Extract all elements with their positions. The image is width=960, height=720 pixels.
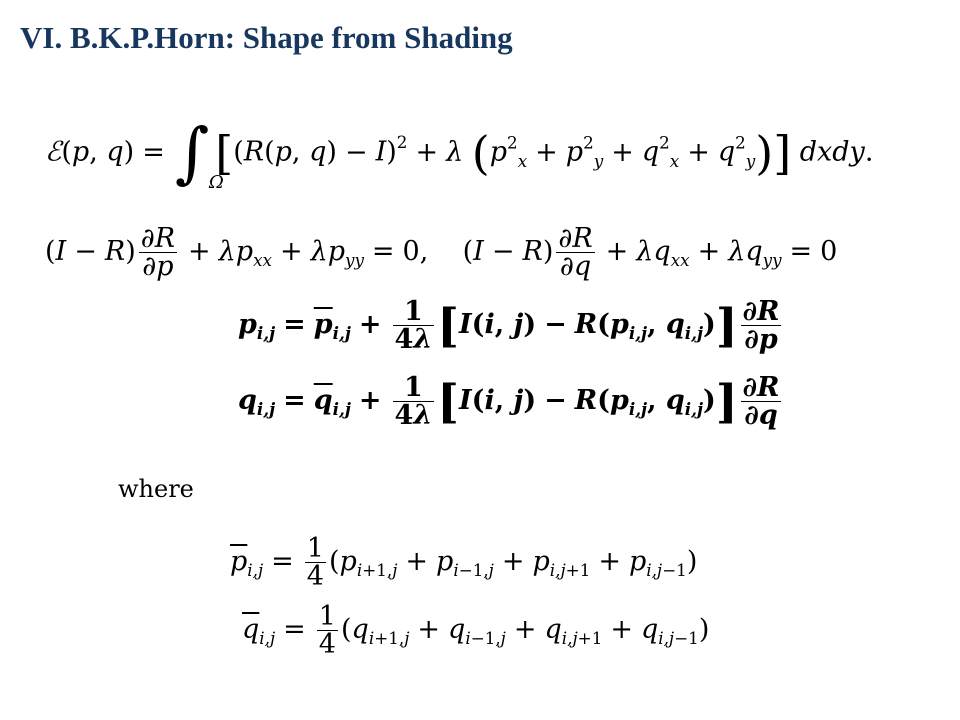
p-bar-average-equation: $\overline{p}_{i,j}$ = $\frac{1}{4}$ $(p_{i+1,j} + p_{i-1,j} + p_{i,j+1} + p_{i,j-1})$ — [230, 533, 698, 592]
energy-functional-equation: ℰ(p, q) = ∫ Ω [(R(p, q) − I)$^2$ + λ $(p^2_x + p^2_y + q^2_x + q^2_y)$] dxdy. — [45, 114, 874, 193]
where-label: where — [118, 475, 194, 503]
p-update-equation: $p_{i,j} = \overline{p}_{i,j}$ + $\frac{1}{4\lambda}$ [I(i, $j) - R(p_{i,j}$, $q_{i,j}$)] $\frac{\partial R}{\partial p}$ — [238, 296, 780, 355]
euler-lagrange-equations: (I − R) $\frac{\partial R}{\partial p}$ + $\lambda p_{xx} + \lambda p_{yy} = 0$, (I − R) $\frac{\partial R}{\partial q}$ + $\lambda q_{xx} + \lambda q_{yy} = 0$ — [45, 223, 838, 282]
slide-title: VI. B.K.P.Horn: Shape from Shading — [20, 20, 513, 55]
q-update-equation: $q_{i,j} = \overline{q}_{i,j}$ + $\frac{1}{4\lambda}$ [I(i, $j) - R(p_{i,j}$, $q_{i,j}$)] $\frac{\partial R}{\partial q}$ — [238, 372, 780, 431]
q-bar-average-equation: $\overline{q}_{i,j}$ = $\frac{1}{4}$ $(q_{i+1,j} + q_{i-1,j} + q_{i,j+1} + q_{i,j-1})$ — [242, 601, 710, 660]
